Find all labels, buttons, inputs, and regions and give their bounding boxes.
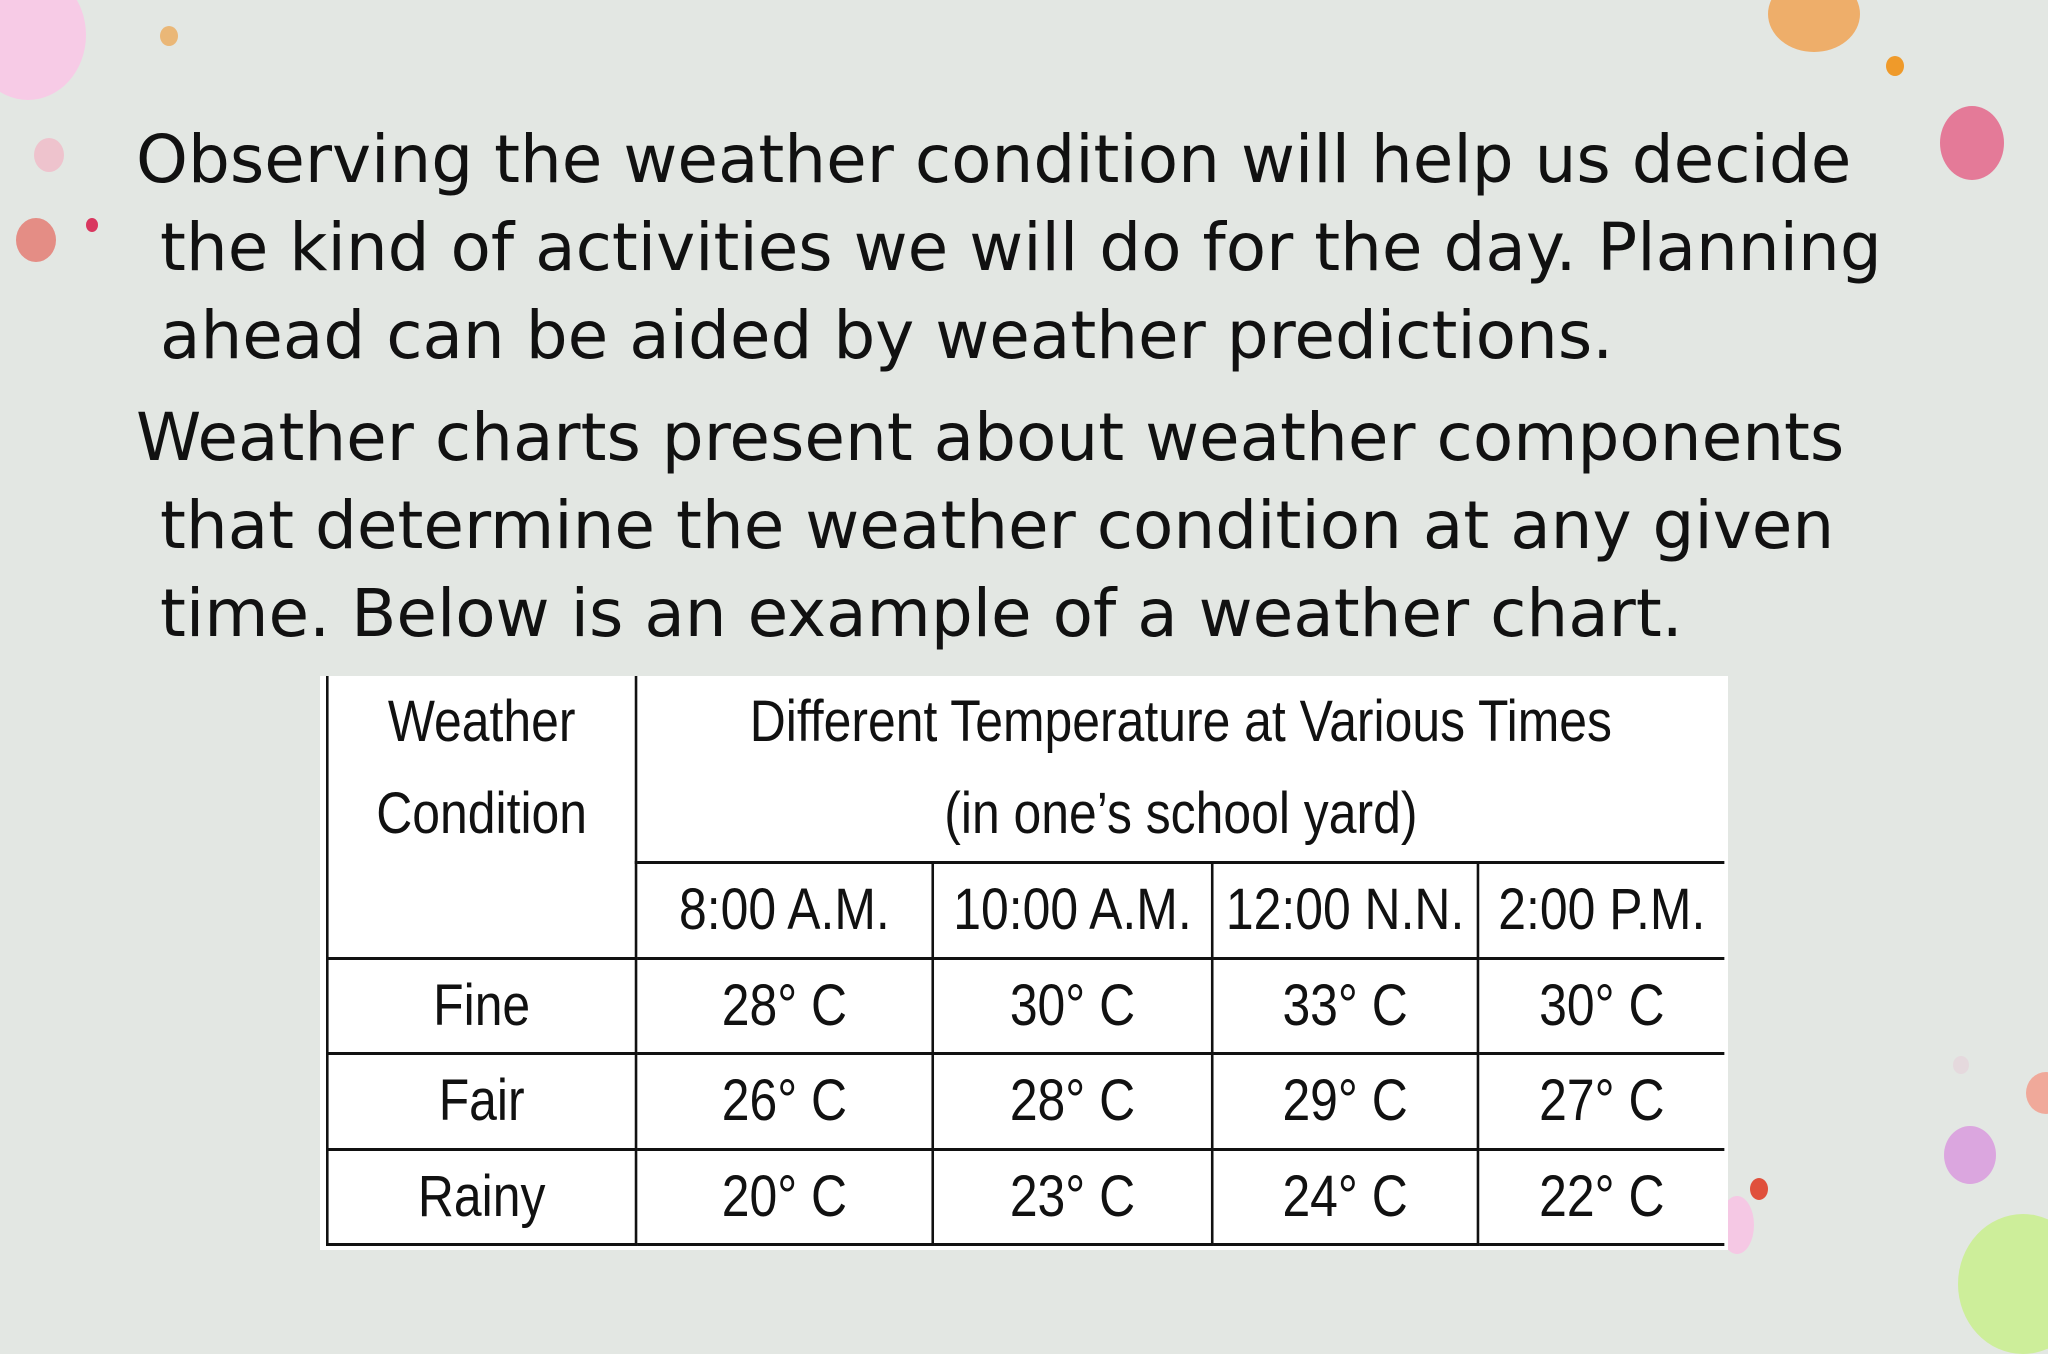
- temp-cell: 30° C: [933, 958, 1213, 1054]
- condition-cell: Rainy: [327, 1149, 636, 1245]
- condition-header-line-1: Weather: [387, 689, 576, 754]
- table-row: [327, 1149, 1724, 1245]
- temp-cell: 26° C: [636, 1054, 933, 1150]
- decor-dot: [2026, 1072, 2048, 1114]
- decor-dot: [16, 218, 56, 262]
- intro-line-2: the kind of activities we will do for the day. Planning: [160, 209, 1882, 286]
- decor-dot: [0, 0, 86, 100]
- weather-chart-paragraph: [136, 394, 1980, 658]
- table-header-row: [327, 676, 1724, 862]
- condition-cell: Fair: [327, 1054, 636, 1150]
- decor-dot: [1768, 0, 1860, 52]
- time-header: 8:00 A.M.: [636, 862, 933, 958]
- decor-dot: [86, 218, 98, 232]
- decor-dot: [1750, 1178, 1768, 1200]
- condition-header: [327, 676, 636, 958]
- decor-dot: [1953, 1056, 1969, 1074]
- table-row: [327, 1054, 1724, 1150]
- time-header: 2:00 P.M.: [1478, 862, 1724, 958]
- temp-cell: 22° C: [1478, 1149, 1724, 1245]
- table-row: [327, 958, 1724, 1054]
- decor-dot: [1886, 56, 1904, 76]
- decor-dot: [34, 138, 64, 172]
- temp-cell: 28° C: [636, 958, 933, 1054]
- temp-cell: 27° C: [1478, 1054, 1724, 1150]
- decor-dot: [1958, 1214, 2048, 1354]
- group-header-line-1: Different Temperature at Various Times: [749, 689, 1612, 755]
- chart-line-1: Weather charts present about weather components: [136, 399, 1845, 476]
- chart-line-3: time. Below is an example of a weather chart.: [160, 575, 1683, 652]
- temp-cell: 24° C: [1212, 1149, 1478, 1245]
- decor-dot: [1944, 1126, 1996, 1184]
- temp-cell: 28° C: [933, 1054, 1213, 1150]
- temp-cell: 29° C: [1212, 1054, 1478, 1150]
- temp-cell: 23° C: [933, 1149, 1213, 1245]
- group-header: [636, 676, 1724, 862]
- intro-line-3: ahead can be aided by weather predictions.: [160, 297, 1614, 374]
- temp-cell: 33° C: [1212, 958, 1478, 1054]
- time-header: 10:00 A.M.: [933, 862, 1213, 958]
- group-header-line-2: (in one’s school yard): [944, 781, 1418, 847]
- temp-cell: 30° C: [1478, 958, 1724, 1054]
- decor-dot: [160, 26, 178, 46]
- weather-chart-image: [320, 676, 1728, 1250]
- condition-cell: Fine: [327, 958, 636, 1054]
- chart-line-2: that determine the weather condition at any given: [160, 487, 1835, 564]
- temp-cell: 20° C: [636, 1149, 933, 1245]
- weather-chart-table: [326, 676, 1724, 1246]
- condition-header-line-2: Condition: [376, 781, 588, 846]
- time-header: 12:00 N.N.: [1212, 862, 1478, 958]
- intro-paragraph: [136, 116, 1980, 380]
- intro-line-1: Observing the weather condition will help us decide: [136, 121, 1852, 198]
